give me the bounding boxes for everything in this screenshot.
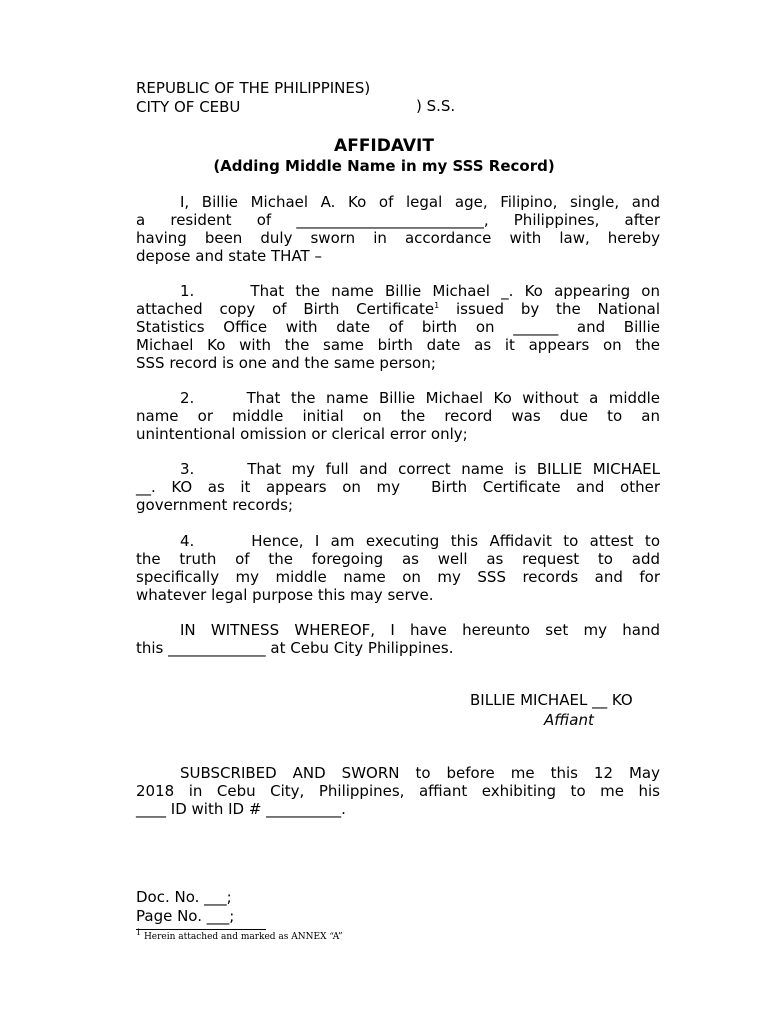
intro-paragraph xyxy=(136,193,660,265)
affiant-name: BILLIE MICHAEL __ KO xyxy=(470,691,633,709)
footnote-ref: 1 xyxy=(434,301,440,310)
item-1-paragraph xyxy=(136,282,660,372)
affiant-role: Affiant xyxy=(544,711,594,729)
jurat-line: 2018 in Cebu City, Philippines, affiant exhibiting to me his xyxy=(136,782,660,800)
item-line: attached copy of Birth Certificate$^1$ issued by the National xyxy=(136,300,660,318)
document-title: AFFIDAVIT xyxy=(334,136,434,156)
item-line: 1. That the name Billie Michael _. Ko appearing on xyxy=(180,282,660,300)
item-line: unintentional omission or clerical error only; xyxy=(136,425,468,443)
footnote xyxy=(136,928,343,942)
item-line: whatever legal purpose this may serve. xyxy=(136,586,434,604)
witness-line: IN WITNESS WHEREOF, I have hereunto set my hand xyxy=(180,621,660,639)
item-line: Michael Ko with the same birth date as it appears on the xyxy=(136,336,660,354)
header-ss: ) S.S. xyxy=(416,97,456,115)
witness-line: this _____________ at Cebu City Philippines. xyxy=(136,639,454,657)
item-line: 4. Hence, I am executing this Affidavit to attest to xyxy=(180,532,660,550)
item-line: SSS record is one and the same person; xyxy=(136,354,436,372)
jurat-line: ____ ID with ID # __________. xyxy=(136,800,346,818)
footnote-text: Herein attached and marked as ANNEX “A” xyxy=(141,932,343,942)
jurat-line: SUBSCRIBED AND SWORN to before me this 12 May xyxy=(180,764,660,782)
item-4-paragraph xyxy=(136,532,660,604)
doc-no: Doc. No. ___; xyxy=(136,888,232,906)
item-line: government records; xyxy=(136,496,293,514)
footnote-separator xyxy=(136,929,266,930)
item-3-paragraph xyxy=(136,460,660,514)
footnote-mark: 1 xyxy=(136,928,142,937)
item-line: Statistics Office with date of birth on ______ and Billie xyxy=(136,318,660,336)
item-line: __. KO as it appears on my Birth Certificate and other xyxy=(136,478,660,496)
item-line: 2. That the name Billie Michael Ko without a middle xyxy=(180,389,660,407)
jurat-paragraph xyxy=(136,764,660,818)
document-subtitle: (Adding Middle Name in my SSS Record) xyxy=(213,157,555,175)
item-line: specifically my middle name on my SSS records and for xyxy=(136,568,660,586)
intro-line: depose and state THAT – xyxy=(136,247,322,265)
header-city: CITY OF CEBU xyxy=(136,98,241,116)
item-line: name or middle initial on the record was due to an xyxy=(136,407,660,425)
intro-line: having been duly sworn in accordance with law, hereby xyxy=(136,229,660,247)
item-line: 3. That my full and correct name is BILLIE MICHAEL xyxy=(180,460,660,478)
item-2-paragraph xyxy=(136,389,660,443)
item-line: the truth of the foregoing as well as request to add xyxy=(136,550,660,568)
intro-line: a resident of _________________________, Philippines, after xyxy=(136,211,660,229)
intro-line: I, Billie Michael A. Ko of legal age, Filipino, single, and xyxy=(180,193,660,211)
page-no: Page No. ___; xyxy=(136,907,235,925)
header-republic: REPUBLIC OF THE PHILIPPINES) xyxy=(136,79,371,97)
witness-paragraph xyxy=(136,621,660,657)
